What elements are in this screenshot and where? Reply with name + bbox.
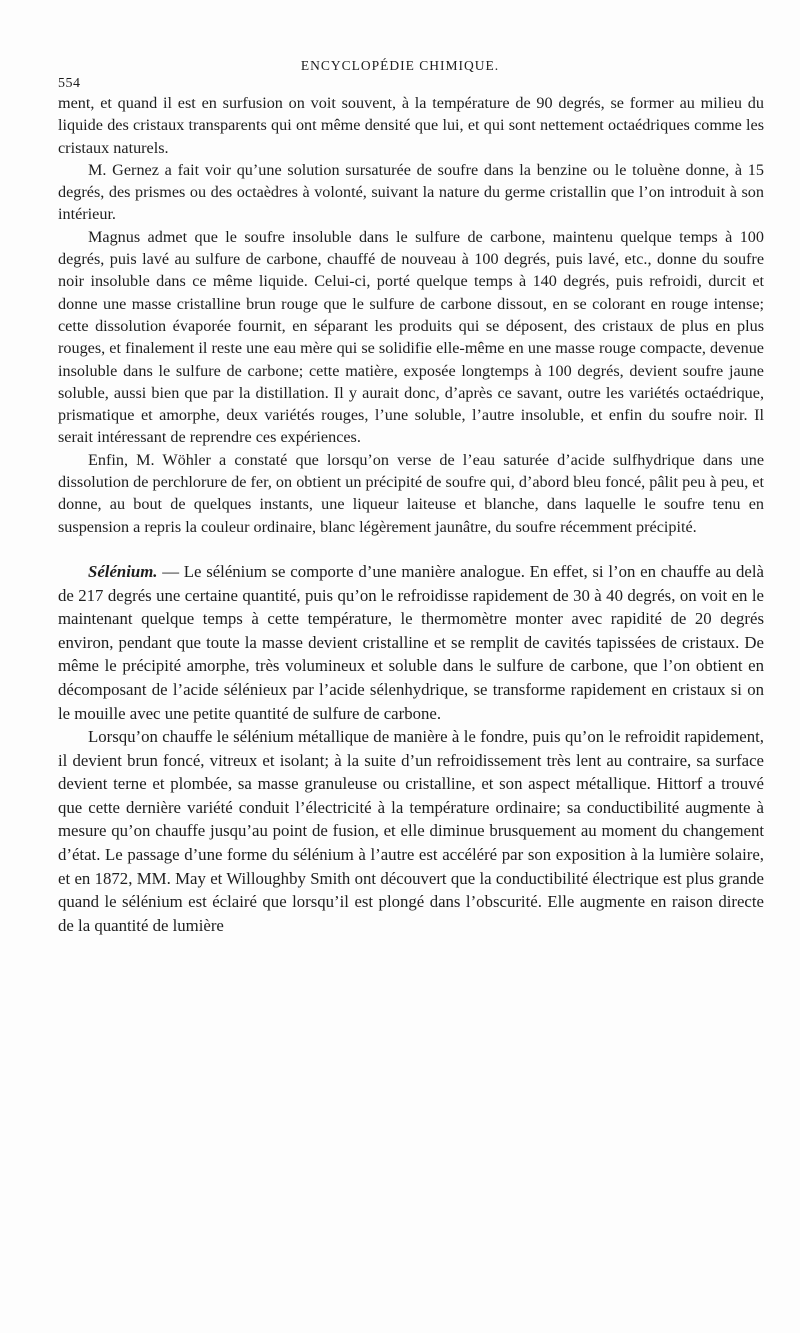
running-title: ENCYCLOPÉDIE CHIMIQUE.	[300, 58, 500, 73]
section-title: Sélénium.	[88, 561, 158, 581]
paragraph-magnus: Magnus admet que le soufre insoluble dans le sulfure de carbone, maintenu quelque temps à 100 degrés, puis lavé au sulfure de carbone, chauffé de nouveau à 100 degrés, puis lavé, etc., donne du soufre noir insoluble dans ce même liquide. Celui-ci, porté quelque temps à 140 degrés, puis refroidi, durcit et donne une masse cristalline brun rouge que le sulfure de carbone dissout, en se colorant en rouge intense; cette dissolution évaporée fournit, en séparant les produits qui se déposent, des cristaux de plus en plus rouges, et finalement il reste une eau mère qui se solidifie elle-même en une masse rouge compacte, devenue insoluble dans le sulfure de carbone; cette matière, exposée longtemps à 100 degrés, devient soufre jaune soluble, aussi bien que par la distillation. Il y aurait donc, d’après ce savant, outre les variétés octaédrique, prismatique et amorphe, deux variétés rouges, l’une soluble, l’autre insoluble, et enfin du soufre noir. Il serait intéressant de reprendre ces expériences.	[58, 227, 764, 447]
paragraph-wohler: Enfin, M. Wöhler a constaté que lorsqu’on verse de l’eau saturée d’acide sulfhydrique dans une dissolution de perchlorure de fer, on obtient un précipité de soufre qui, d’abord bleu foncé, pâlit peu à peu, et donne, au bout de quelques instants, une liqueur laiteuse et blanche, dans laquelle le soufre tenu en suspension a repris la couleur ordinaire, blanc légèrement jaunâtre, du soufre récemment précipité.	[58, 450, 764, 536]
paragraph-continuation: ment, et quand il est en surfusion on voit souvent, à la température de 90 degrés, se former au milieu du liquide des cristaux transparents qui ont même densité que lui, et qui sont nettement octaédriques comme les cristaux naturels.	[58, 94, 764, 157]
paragraph-gernez: M. Gernez a fait voir qu’une solution sursaturée de soufre dans la benzine ou le toluène donne, à 15 degrés, des prismes ou des octaèdres à volonté, suivant la nature du germe cristallin que l’on introduit à son intérieur.	[58, 160, 764, 224]
page-body	[58, 92, 764, 937]
section-selenium-paragraph	[58, 560, 764, 725]
paragraph-selenium-conductivity: Lorsqu’on chauffe le sélénium métallique de manière à le fondre, puis qu’on le refroidit rapidement, il devient brun foncé, vitreux et isolant; à la suite d’un refroidissement très lent au contraire, sa surface devient terne et plombée, sa masse granuleuse ou cristalline, et son aspect métallique. Hittorf a trouvé que cette dernière variété conduit l’électricité à la température ordinaire; sa conductibilité augmente à mesure qu’on chauffe jusqu’au point de fusion, et elle diminue brusquement au moment du changement d’état. Le passage d’une forme du sélénium à l’autre est accéléré par son exposition à la lumière solaire, et en 1872, MM. May et Willoughby Smith ont découvert que la conductibilité électrique est plus grande quand le sélénium est éclairé que lorsqu’il est plongé dans l’obscurité. Elle augmente en raison directe de la quantité de lumière	[58, 727, 764, 935]
section-dash: —	[157, 561, 184, 581]
page-number: 554	[58, 76, 81, 91]
section-paragraph-text: Le sélénium se comporte d’une manière analogue. En effet, si l’on en chauffe au delà de 217 degrés une certaine quantité, puis qu’on le refroidisse rapidement de 30 à 40 degrés, on voit en le maintenant quelque temps à cette température, le thermomètre monter avec rapidité de 20 degrés environ, pendant que toute la masse devient cristalline et se remplit de cavités tapissées de cristaux. De même le précipité amorphe, très volumineux et soluble dans le sulfure de carbone, que l’on obtient en décomposant de l’acide sélénieux par l’acide sélenhydrique, se transforme rapidement en cristaux si on le mouille avec une petite quantité de sulfure de carbone.	[58, 561, 764, 723]
page-header	[0, 58, 800, 91]
